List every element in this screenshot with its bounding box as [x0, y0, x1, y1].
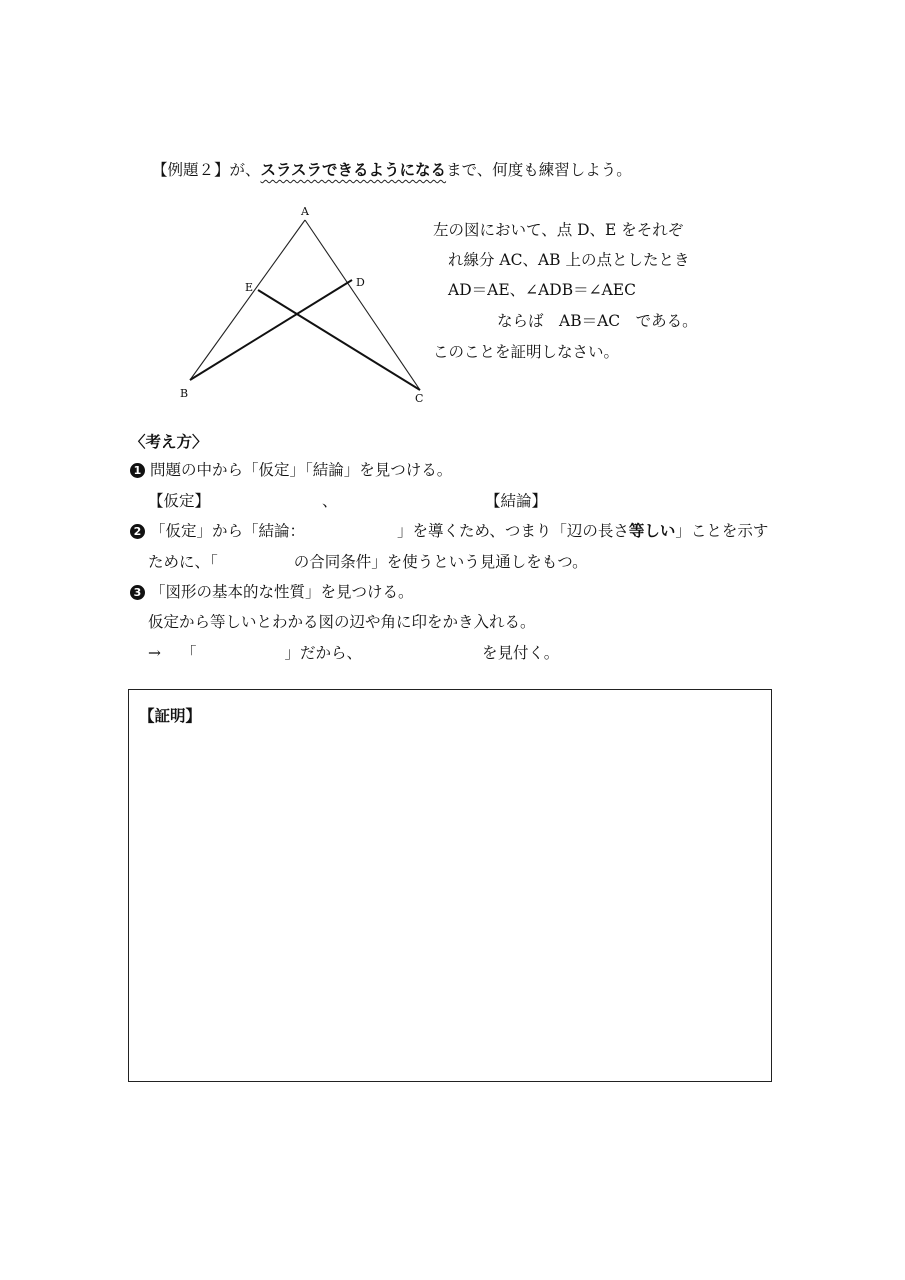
approach-title: 〈考え方〉: [130, 433, 208, 451]
assumption-comma: 、: [322, 492, 338, 510]
step1-text: 問題の中から「仮定」「結論」を見つける。: [150, 461, 453, 479]
step3-line3-b: を見付く。: [482, 644, 560, 662]
step3-line-3: [148, 641, 559, 663]
segment-bd: [190, 280, 352, 380]
step2-text-a: 「仮定」から「結論：: [150, 522, 306, 540]
header-line: [152, 158, 632, 180]
proof-box[interactable]: [128, 689, 772, 1082]
header-prefix: 【例題２】が、: [152, 161, 261, 179]
step2-line2-b: の合同条件」を使うという見通しをもつ。: [293, 553, 588, 571]
problem-line-4: ならば AB＝AC である。: [497, 312, 698, 330]
step1-number: 1: [130, 463, 145, 478]
problem-line-2: れ線分 AC、AB 上の点としたとき: [448, 251, 690, 269]
step3-text: 「図形の基本的な性質」を見つける。: [150, 583, 414, 601]
label-e: E: [245, 281, 254, 294]
label-a: A: [301, 205, 309, 218]
step2-line-2: [148, 550, 588, 572]
arrow: →: [148, 644, 161, 662]
conclusion-label: 【結論】: [485, 492, 548, 510]
side-ab: [190, 220, 305, 380]
problem-line-5: このことを証明しなさい。: [433, 343, 620, 361]
label-c: C: [415, 392, 424, 405]
step1-line: [130, 458, 452, 480]
step3-line-2: 仮定から等しいとわかる図の辺や角に印をかき入れる。: [148, 613, 536, 631]
problem-line-1: 左の図において、点 D、E をそれぞ: [433, 221, 684, 239]
assumption-label: 【仮定】: [148, 492, 211, 510]
problem-line-3: AD＝AE、∠ADB＝∠AEC: [448, 281, 636, 299]
triangle-figure: [170, 200, 440, 415]
step2-text-bold: 等しい: [628, 522, 676, 540]
side-ac: [305, 220, 420, 390]
label-b: B: [180, 387, 189, 400]
step2-number: 2: [130, 524, 145, 539]
step2-text-c: 」ことを示す: [675, 522, 769, 540]
proof-title: 【証明】: [139, 707, 202, 725]
step2-text-b: 」を導くため、つまり「辺の長さ: [397, 522, 629, 540]
step3-number: 3: [130, 585, 145, 600]
segment-ce: [258, 290, 420, 390]
bracket-open: 「: [181, 644, 197, 662]
header-emphasis: スラスラできるようになる: [260, 161, 447, 179]
step3-line3-a: 」だから、: [284, 644, 363, 662]
header-suffix: まで、何度も練習しよう。: [446, 161, 632, 179]
label-d: D: [356, 276, 365, 289]
step2-line2-a: ために、「: [148, 553, 218, 571]
step3-line-1: [130, 580, 414, 602]
step2-line-1: [130, 519, 768, 541]
